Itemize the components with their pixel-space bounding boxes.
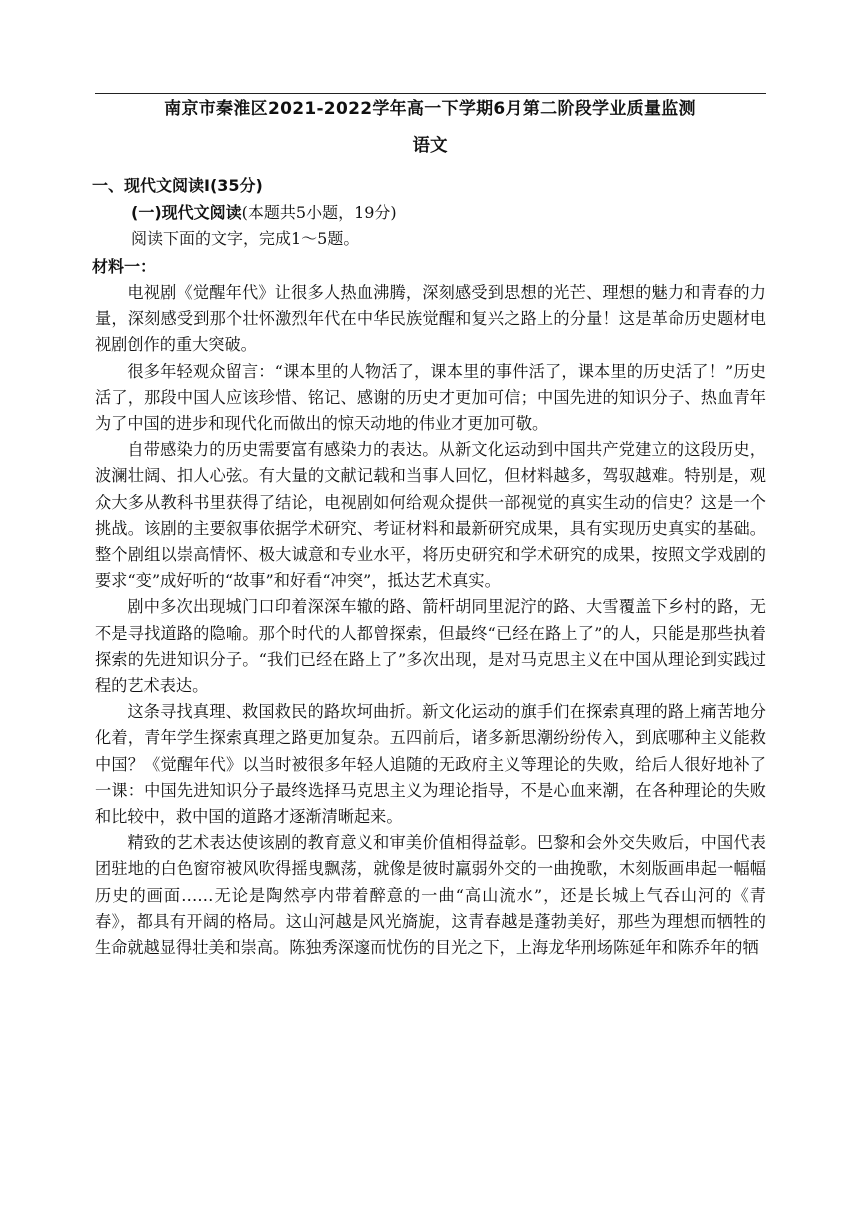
paragraph: 精致的艺术表达使该剧的教育意义和审美价值相得益彰。巴黎和会外交失败后，中国代表团驻地的白色窗帘被风吹得摇曳飘荡，就像是彼时羸弱外交的一曲挽歌，木刻版画串起一幅幅历史的画面……无论是陶然亭内带着醉意的一曲“高山流水”，还是长城上气吞山河的《青春》，都具有开阔的格局。这山河越是风光旖旎，这青春越是蓬勃美好，那些为理想而牺牲的生命就越显得壮美和崇高。陈独秀深邃而忧伤的目光之下，上海龙华刑场陈延年和陈乔年的牺 [95,833,766,958]
paragraph: 电视剧《觉醒年代》让很多人热血沸腾，深刻感受到思想的光芒、理想的魅力和青春的力量，深刻感受到那个壮怀激烈年代在中华民族觉醒和复兴之路上的分量！这是革命历史题材电视剧创作的重大突破。 [95,283,766,355]
header-rule [95,93,766,94]
sub-heading [131,201,397,225]
exam-title: 南京市秦淮区2021-2022学年高一下学期6月第二阶段学业质量监测 [164,99,696,119]
material-body [95,280,766,961]
paragraph: 很多年轻观众留言：“课本里的人物活了，课本里的事件活了，课本里的历史活了！”历史活了，那段中国人应该珍惜、铭记、感谢的历史才更加可信；中国先进的知识分子、热血青年为了中国的进步和现代化而做出的惊天动地的伟业才更加可敬。 [95,361,766,434]
paragraph: 这条寻找真理、救国救民的路坎坷曲折。新文化运动的旗手们在探索真理的路上痛苦地分化着，青年学生探索真理之路更加复杂。五四前后，诸多新思潮纷纷传入，到底哪种主义能救中国？《觉醒年代》以当时被很多年轻人追随的无政府主义等理论的失败，给后人很好地补了一课：中国先进知识分子最终选择马克思主义为理论指导，不是心血来潮，在各种理论的失败和比较中，救中国的道路才逐渐清晰起来。 [95,702,766,827]
sub-heading-title: (一)现代文阅读 [131,203,242,222]
sub-heading-note: (本题共5小题，19分) [241,203,397,222]
material-label: 材料一： [92,257,157,276]
paragraph: 剧中多次出现城门口印着深深车辙的路、箭杆胡同里泥泞的路、大雪覆盖下乡村的路，无不是寻找道路的隐喻。那个时代的人都曾探索，但最终“已经在路上了”的人，只能是那些执着探索的先进知识分子。“我们已经在路上了”多次出现，是对马克思主义在中国从理论到实践过程的艺术表达。 [95,597,766,696]
section-heading: 一、现代文阅读Ⅰ(35分) [92,176,263,195]
reading-instruction: 阅读下面的文字，完成1～5题。 [131,229,360,248]
paragraph: 自带感染力的历史需要富有感染力的表达。从新文化运动到中国共产党建立的这段历史，波澜壮阔、扣人心弦。有大量的文献记载和当事人回忆，但材料越多，驾驭越难。特别是，观众大多从教科书里获得了结论，电视剧如何给观众提供一部视觉的真实生动的信史？这是一个挑战。该剧的主要叙事依据学术研究、考证材料和最新研究成果，具有实现历史真实的基础。整个剧组以崇高情怀、极大诚意和专业水平，将历史研究和学术研究的成果，按照文学戏剧的要求“变”成好听的“故事”和好看“冲突”，抵达艺术真实。 [95,440,766,591]
subject-title: 语文 [412,136,448,156]
